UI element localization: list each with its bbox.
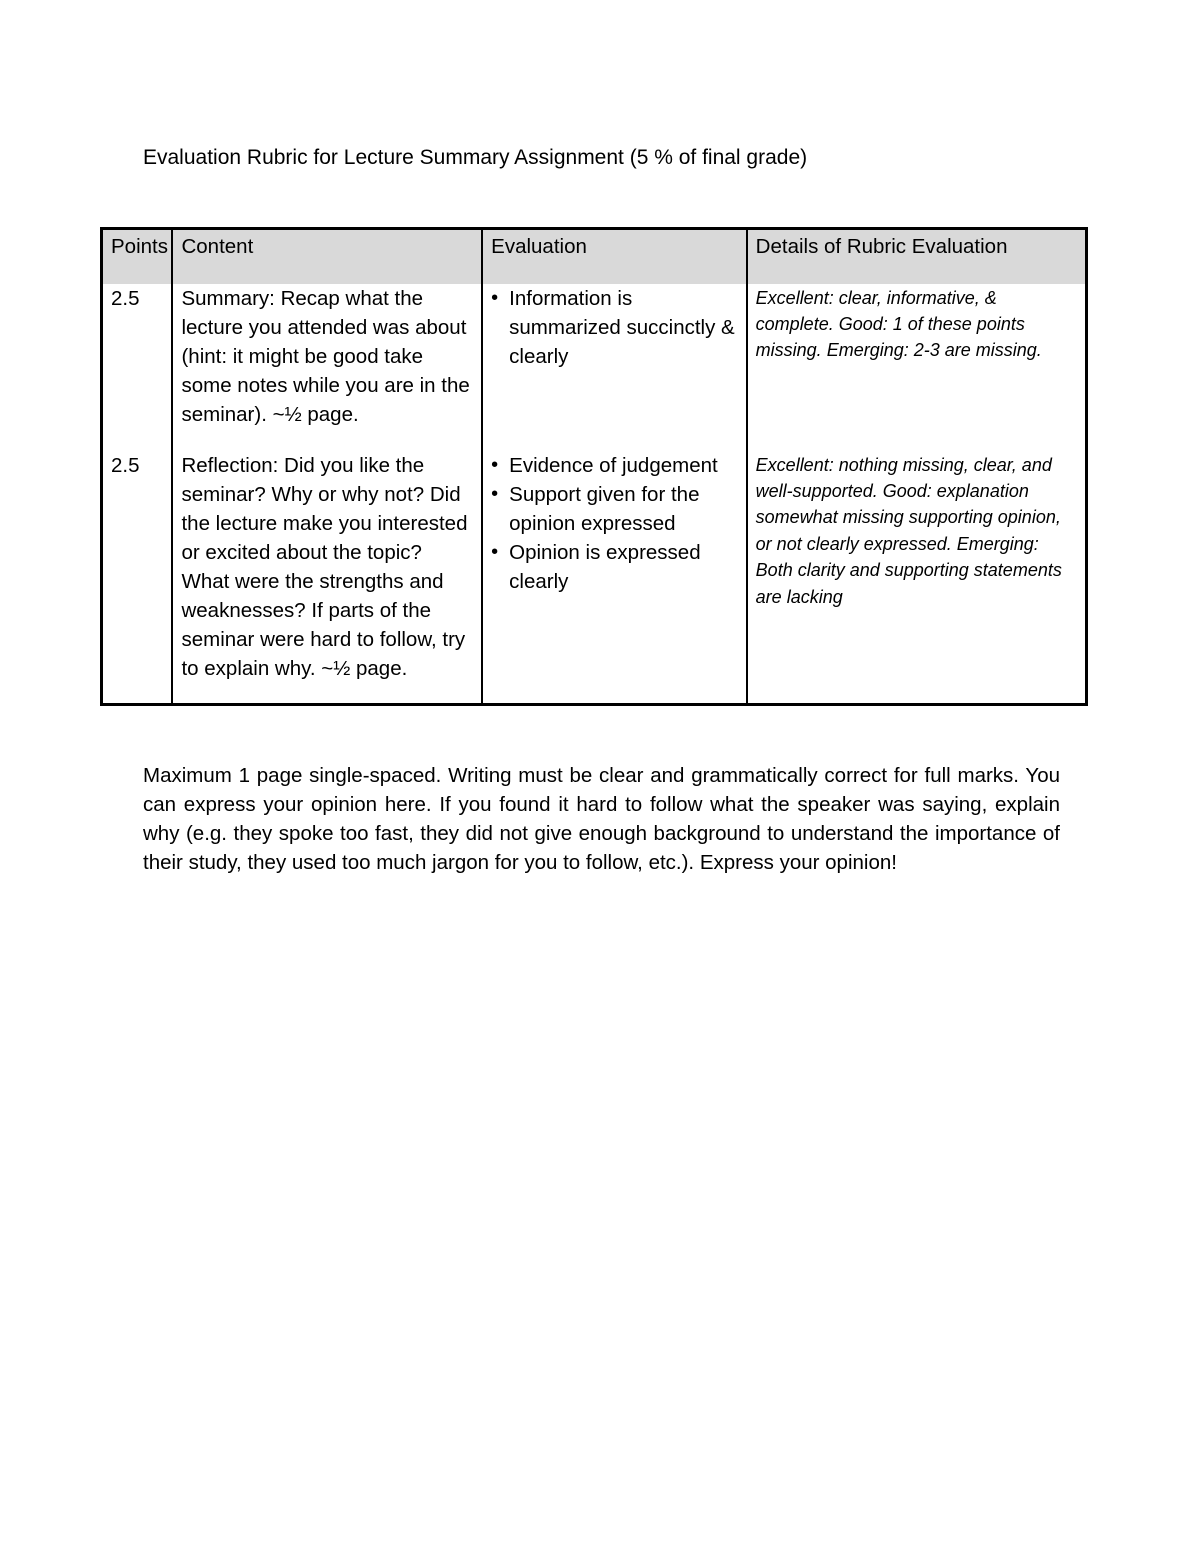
points-cell: 2.5	[102, 451, 173, 705]
table-row-reflection	[102, 451, 1087, 705]
footer-note: Maximum 1 page single-spaced. Writing must be clear and grammatically correct for full marks. You can express your opinion here. If you found it hard to follow what the speaker was saying, explain why (e.g. they spoke too fast, they did not give enough background to understand the importance of their study, they used too much jargon for you to follow, etc.). Express your opinion!	[143, 764, 1060, 874]
document-title: Evaluation Rubric for Lecture Summary Assignment (5 % of final grade)	[143, 146, 808, 169]
table-header-row	[102, 229, 1087, 284]
content-cell: Reflection: Did you like the seminar? Why or why not? Did the lecture make you interested or excited about the topic? What were the strengths and weaknesses? If parts of the seminar were hard to follow, try to explain why. ~½ page.	[172, 451, 482, 705]
evaluation-cell	[482, 451, 747, 705]
rubric-table	[100, 227, 1088, 706]
header-content: Content	[172, 229, 482, 284]
list-item: • Information is summarized succinctly & clearly	[491, 284, 738, 371]
list-item: • Evidence of judgement	[491, 451, 738, 480]
details-cell	[747, 451, 1087, 705]
header-evaluation: Evaluation	[482, 229, 747, 284]
details-text: Excellent: nothing missing, clear, and well-supported. Good: explanation somewhat missing supporting opinion, or not clearly expressed. Emerging: Both clarity and supporting statements are lacking	[755, 454, 1062, 607]
points-cell: 2.5	[102, 284, 173, 451]
list-item: • Opinion is expressed clearly	[491, 538, 738, 596]
content-cell: Summary: Recap what the lecture you attended was about (hint: it might be good take some notes while you are in the seminar). ~½ page.	[172, 284, 482, 451]
header-points: Points	[102, 229, 173, 284]
table-row-summary	[102, 284, 1087, 451]
evaluation-list	[491, 284, 738, 371]
header-details: Details of Rubric Evaluation	[747, 229, 1087, 284]
details-cell	[747, 284, 1087, 451]
evaluation-cell	[482, 284, 747, 451]
details-text: Excellent: clear, informative, & complete. Good: 1 of these points missing. Emerging: 2-3 are missing.	[755, 287, 1042, 361]
list-item: • Support given for the opinion expressed	[491, 480, 738, 538]
evaluation-list	[491, 451, 738, 596]
